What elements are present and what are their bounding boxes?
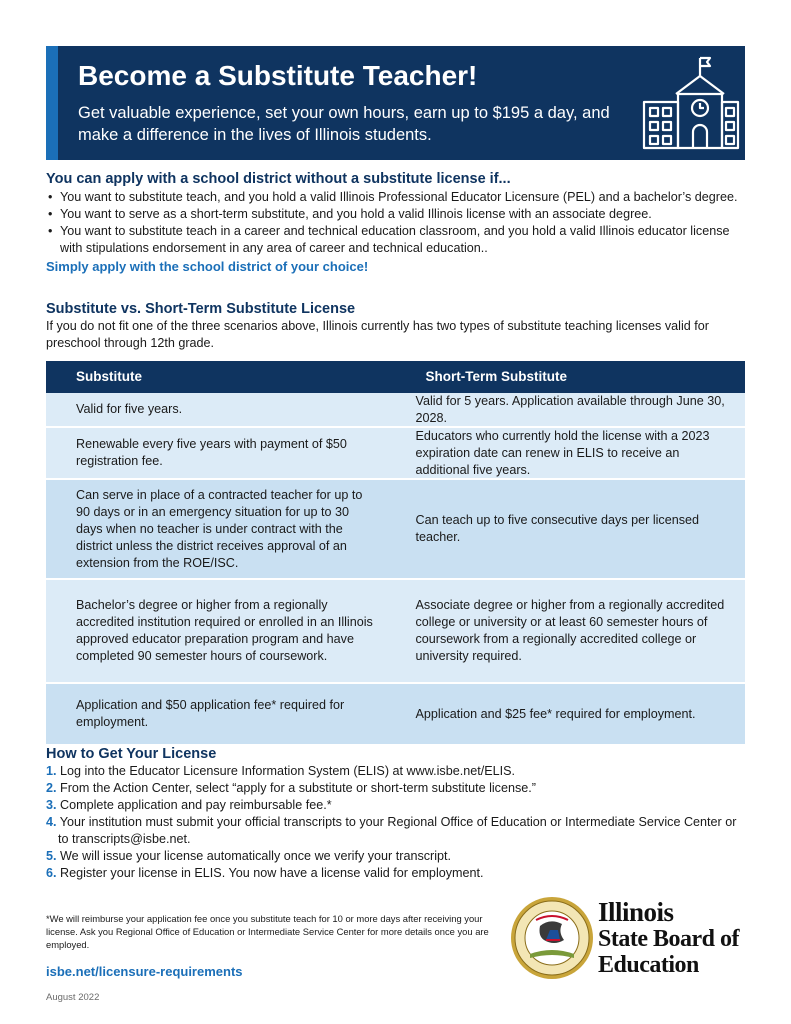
- step-number: 5.: [46, 849, 57, 863]
- step-number: 6.: [46, 866, 57, 880]
- step-text: From the Action Center, select “apply for a substitute or short-term substitute license.”: [60, 781, 536, 795]
- table-row: [46, 684, 745, 746]
- step-number: 4.: [46, 815, 57, 829]
- list-item: • You want to serve as a short-term substitute, and you hold a valid Illinois license with an associate degree.: [46, 206, 746, 223]
- column-header-substitute: Substitute: [76, 369, 142, 384]
- licensure-link[interactable]: isbe.net/licensure-requirements: [46, 964, 243, 979]
- list-item: • You want to substitute teach, and you hold a valid Illinois Professional Educator Licensure (PEL) and a bachelor’s degree.: [46, 189, 746, 206]
- table-cell: Bachelor’s degree or higher from a regionally accredited institution required or enrolled in an Illinois approved educator preparation program and have completed 90 semester hours of coursework.: [76, 598, 373, 663]
- table-cell: Application and $25 fee* required for employment.: [415, 706, 696, 721]
- logo-line-1: Illinois: [598, 897, 674, 927]
- table-header: [46, 361, 745, 393]
- how-to-section: [46, 746, 746, 882]
- state-seal-icon: [510, 896, 594, 980]
- table-cell: Can teach up to five consecutive days per licensed teacher.: [415, 513, 700, 544]
- step-number: 3.: [46, 798, 57, 812]
- logo-line-3: Education: [598, 952, 699, 978]
- table-cell: Associate degree or higher from a regionally accredited college or university or at least 60 semester hours of coursework from a regionally accredited college or university required.: [415, 598, 725, 663]
- no-license-heading: You can apply with a school district without a substitute license if...: [46, 171, 511, 187]
- step-number: 2.: [46, 781, 57, 795]
- table-cell: Application and $50 application fee* required for employment.: [76, 698, 345, 729]
- page-title: Become a Substitute Teacher!: [78, 60, 478, 91]
- school-building-icon: [640, 54, 740, 152]
- column-header-short-term: Short-Term Substitute: [425, 369, 567, 384]
- step-text: Complete application and pay reimbursable fee.*: [60, 798, 332, 812]
- banner-subtitle: Get valuable experience, set your own hours, earn up to $195 a day, and make a difference in the lives of Illinois students.: [78, 104, 610, 144]
- how-to-heading: How to Get Your License: [46, 746, 217, 762]
- steps-list: [46, 763, 746, 882]
- list-item: [46, 780, 746, 797]
- comparison-intro: If you do not fit one of the three scenarios above, Illinois currently has two types of substitute teaching licenses valid for preschool through 12th grade.: [46, 319, 709, 350]
- table-cell: Can serve in place of a contracted teacher for up to 90 days or in an emergency situation for up to 30 days when no teacher is under contract with the district unless the district receives approval of an extension from the ROE/ISC.: [76, 487, 363, 570]
- logo-line-2: State Board of: [598, 926, 739, 952]
- publication-date: August 2022: [46, 992, 100, 1003]
- table-row: [46, 480, 745, 580]
- header-banner: [46, 46, 745, 160]
- banner-accent-stripe: [46, 46, 58, 160]
- no-license-section: [46, 171, 746, 274]
- step-text: Your institution must submit your official transcripts to your Regional Office of Education or Intermediate Service Center or to transcripts@isbe.net.: [58, 815, 737, 846]
- isbe-logo: [598, 898, 739, 978]
- table-row: [46, 428, 745, 480]
- table-row: [46, 393, 745, 428]
- list-item: • You want to substitute teach in a career and technical education classroom, and you hold a valid Illinois educator license with stipulations endorsement in any area of career and technical education..: [46, 223, 746, 257]
- comparison-intro-section: [46, 301, 746, 352]
- footnote: *We will reimburse your application fee once you substitute teach for 10 or more days after receiving your license. Ask you Regional Office of Education or Intermediate Service Center for more details once you are employed.: [46, 913, 489, 950]
- step-text: Register your license in ELIS. You now have a license valid for employment.: [60, 866, 484, 880]
- list-item: [46, 814, 746, 848]
- apply-callout: Simply apply with the school district of your choice!: [46, 259, 369, 274]
- table-cell: Educators who currently hold the license with a 2023 expiration date can renew in ELIS to receive an additional five years.: [415, 428, 710, 477]
- comparison-heading: Substitute vs. Short-Term Substitute License: [46, 301, 356, 317]
- table-cell: Valid for 5 years. Application available through June 30, 2028.: [415, 393, 725, 425]
- step-text: We will issue your license automatically once we verify your transcript.: [60, 849, 452, 863]
- step-text: Log into the Educator Licensure Information System (ELIS) at www.isbe.net/ELIS.: [60, 764, 516, 778]
- license-comparison-table: [46, 361, 745, 746]
- no-license-list: [46, 189, 746, 257]
- list-item: [46, 848, 746, 865]
- step-number: 1.: [46, 764, 57, 778]
- list-item: [46, 797, 746, 814]
- list-item: [46, 865, 746, 882]
- list-item: [46, 763, 746, 780]
- table-cell: Valid for five years.: [76, 402, 183, 416]
- table-cell: Renewable every five years with payment of $50 registration fee.: [76, 437, 347, 468]
- table-row: [46, 580, 745, 684]
